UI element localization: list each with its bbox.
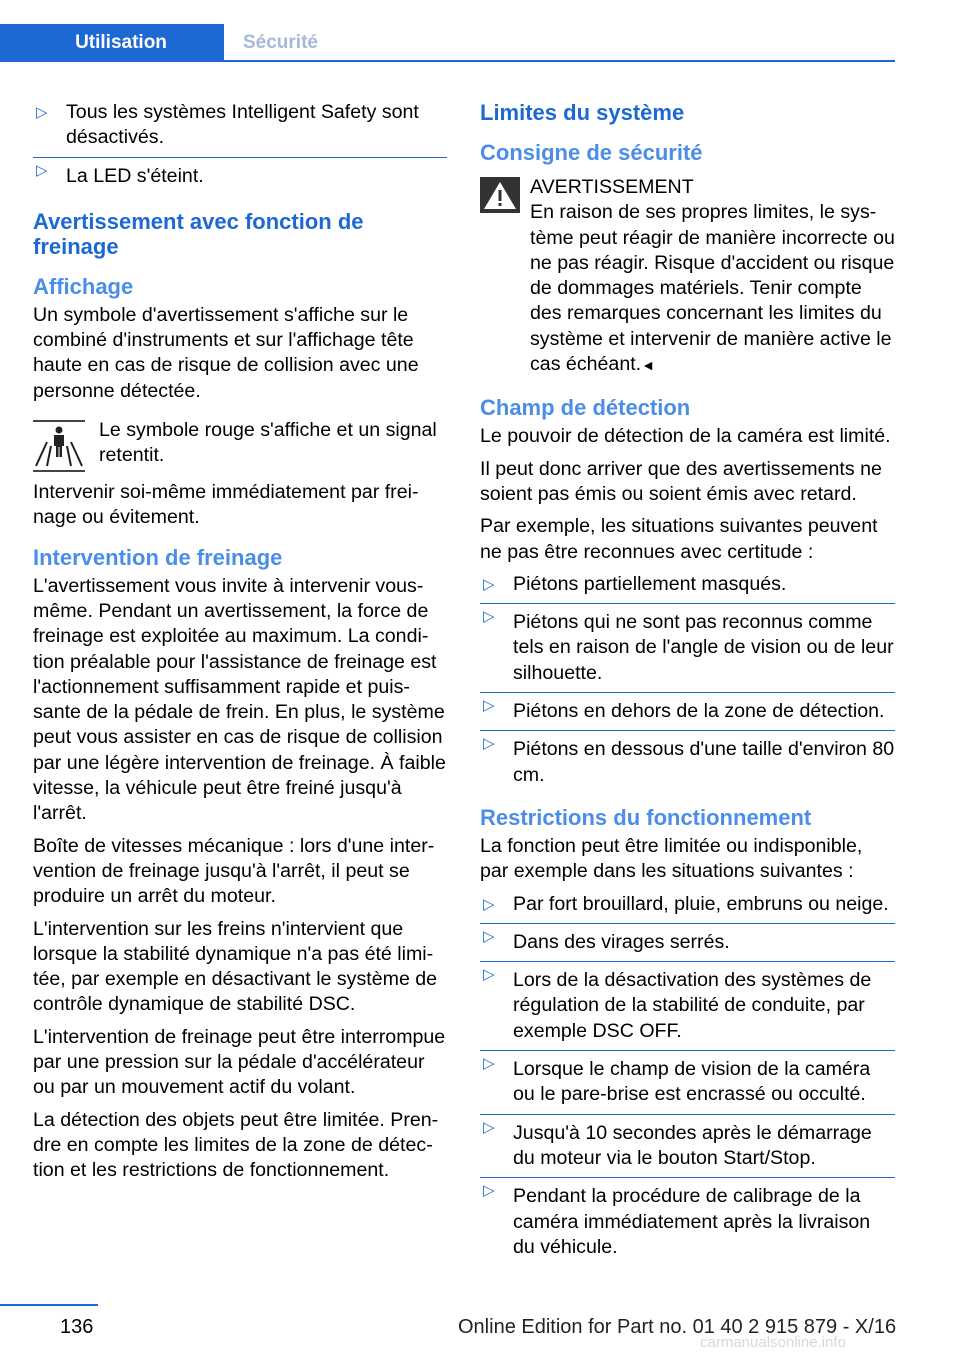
intervention-paragraph: L'intervention de freinage peut être interrompue par une pression sur la pédale d'accélérateur ou par un mouvement actif du volant. — [33, 1025, 446, 1099]
bullet-triangle-icon: ▷ — [483, 608, 495, 626]
detection-paragraph: Il peut donc arriver que des avertissements ne soient pas émis ou soient émis avec retard. — [480, 457, 882, 505]
detection-paragraph: Par exemple, les situations suivantes peuvent ne pas être reconnues avec certitude : — [480, 515, 878, 563]
edition-label: Online Edition for Part no. 01 40 2 915 879 - X/16 — [458, 1316, 897, 1338]
warning-block — [480, 175, 895, 378]
subheading-intervention: Intervention de freinage — [33, 544, 283, 570]
deactivation-list — [33, 100, 447, 195]
bullet-triangle-icon: ▷ — [483, 1182, 495, 1200]
list-item: ▷ La LED s'éteint. — [33, 157, 447, 195]
bullet-triangle-icon: ▷ — [483, 927, 495, 945]
bullet-triangle-icon: ▷ — [36, 161, 48, 179]
list-item: ▷ Jusqu'à 10 secondes après le démarrage du moteur via le bouton Start/Stop. — [480, 1114, 895, 1178]
intervention-paragraph: Boîte de vitesses mécanique : lors d'une intervention de freinage jusqu'à l'arrêt, il peut se produire un arrêt du moteur. — [33, 834, 435, 908]
warning-title: AVERTISSEMENT — [530, 176, 694, 198]
watermark: carmanualsonline.info — [700, 1334, 846, 1351]
tab-utilisation[interactable]: Utilisation — [0, 24, 224, 60]
pedestrian-warning-icon — [33, 420, 85, 472]
list-item: ▷ Dans des virages serrés. — [480, 923, 895, 961]
icon-description: Le symbole rouge s'affiche et un signal retentit. — [99, 419, 437, 467]
detection-paragraph: Le pouvoir de détection de la caméra est limité. — [480, 425, 891, 448]
list-item: ▷ Piétons partiellement masqués. — [480, 572, 895, 603]
restrictions-paragraph: La fonction peut être limitée ou indisponible, par exemple dans les situations suivantes : — [480, 834, 863, 883]
heading-system-limits: Limites du système — [480, 100, 685, 125]
footer-rule — [0, 1304, 98, 1306]
bullet-triangle-icon: ▷ — [483, 1055, 495, 1073]
list-item: ▷ Piétons en dessous d'une taille d'environ 80 cm. — [480, 730, 895, 794]
bullet-triangle-icon: ▷ — [483, 697, 495, 715]
subheading-restrictions: Restrictions du fonctionnement — [480, 804, 812, 830]
bullet-triangle-icon: ▷ — [483, 735, 495, 753]
left-column — [33, 100, 447, 1191]
list-item: ▷ Piétons qui ne sont pas reconnus comme tels en raison de l'angle de vision ou de leur silhouette. — [480, 603, 895, 692]
bullet-triangle-icon: ▷ — [483, 575, 495, 593]
list-item: ▷ Lorsque le champ de vision de la caméra ou le pare-brise est encrassé ou occulté. — [480, 1050, 895, 1114]
intervention-paragraph: L'intervention sur les freins n'intervient que lorsque la stabilité dynamique n'a pas été limitée, par exemple en désactivant le système de contrôle dynamique de stabilité DSC. — [33, 917, 438, 1016]
bullet-triangle-icon: ▷ — [483, 1118, 495, 1136]
bullet-triangle-icon: ▷ — [483, 966, 495, 984]
heading-brake-warning: Avertissement avec fonction de freinage — [33, 208, 364, 259]
display-paragraph: Un symbole d'avertissement s'affiche sur le combiné d'instruments et sur l'affichage tête haute en cas de risque de collision avec une personne détectée. — [33, 303, 419, 402]
pedestrian-symbol-row — [33, 418, 447, 470]
list-item: ▷ Pendant la procédure de calibrage de la caméra immédiatement après la livraison du véhicule. — [480, 1177, 895, 1266]
intervention-paragraph: L'avertissement vous invite à intervenir vous-même. Pendant un avertissement, la force de freinage est exploitée au maximum. La condition préalable pour l'assistance de freinage est l'actionnement suffisamment rapide et puissante de la pédale de frein. En plus, le système peut vous assister en cas de risque de collision par une légère intervention de freinage. À faible vitesse, la véhicule peut être freiné jusqu'à l'arrêt. — [33, 574, 446, 825]
warning-triangle-icon — [480, 177, 520, 213]
list-item: ▷ Lors de la désactivation des systèmes de régulation de la stabilité de conduite, par exemple DSC OFF. — [480, 961, 895, 1050]
intervene-paragraph: Intervenir soi-même immédiatement par freinage ou évitement. — [33, 481, 419, 529]
subheading-display: Affichage — [33, 273, 134, 299]
list-item: ▷ Tous les systèmes Intelligent Safety sont désactivés. — [36, 101, 419, 149]
bullet-triangle-icon: ▷ — [36, 104, 48, 121]
end-mark-icon: ◄ — [641, 357, 655, 374]
list-item: ▷ Par fort brouillard, pluie, embruns ou neige. — [480, 892, 895, 923]
tab-securite[interactable]: Sécurité — [224, 24, 337, 60]
list-item: ▷ Piétons en dehors de la zone de détection. — [480, 692, 895, 730]
bullet-triangle-icon: ▷ — [483, 895, 495, 913]
page-number: 136 — [60, 1316, 94, 1338]
restrictions-list — [480, 892, 895, 1267]
intervention-paragraph: La détection des objets peut être limitée. Prendre en compte les limites de la zone de détection et les restrictions de fonctionnement. — [33, 1108, 439, 1182]
detection-list — [480, 572, 895, 794]
header-tabbar — [0, 24, 895, 62]
right-column — [480, 100, 895, 1266]
warning-text: En raison de ses propres limites, le système peut réagir de manière incorrecte ou ne pas réagir. Risque d'accident ou risque de dommages matériels. Tenir compte des remarques concernant les limites du système et intervenir de manière active le cas échéant. — [530, 201, 895, 376]
subheading-detection: Champ de détection — [480, 395, 691, 421]
subheading-safety: Consigne de sécurité — [480, 140, 703, 165]
